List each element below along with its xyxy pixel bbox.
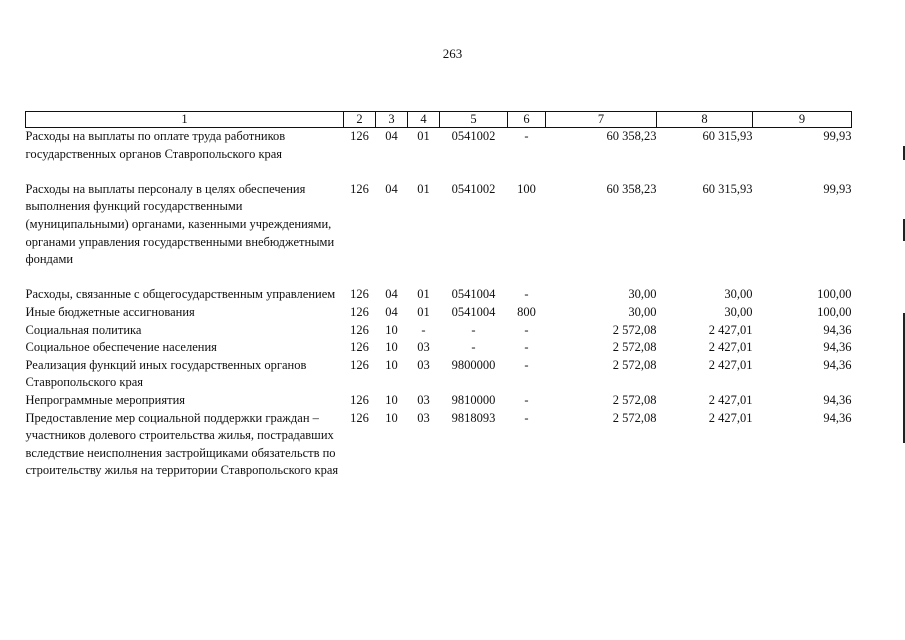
cell-admin: 126 <box>350 410 369 425</box>
budget-table <box>25 111 852 480</box>
column-header: 6 <box>508 112 546 128</box>
row-name: Расходы на выплаты персоналу в целях обеспечения выполнения функций государственными (муниципальными) органами, казенными учреждениями, органами управления государственными внебюджетными фондами <box>25 181 335 267</box>
cell-admin: 126 <box>350 287 369 302</box>
cell-plan: 2 572,08 <box>612 392 657 407</box>
cell-section: 10 <box>385 392 398 407</box>
cell-plan: 30,00 <box>628 304 657 319</box>
page-number: 263 <box>442 46 463 61</box>
cell-admin: 126 <box>350 322 369 337</box>
cell-admin: 126 <box>350 181 369 196</box>
cell-plan: 30,00 <box>628 287 657 302</box>
column-header: 5 <box>440 112 508 128</box>
row-name: Непрограммные мероприятия <box>25 392 186 407</box>
cell-subsection: 01 <box>417 181 430 196</box>
cell-type: - <box>524 322 529 337</box>
cell-section: 10 <box>385 410 398 425</box>
cell-target: 9818093 <box>451 410 496 425</box>
row-name: Предоставление мер социальной поддержки граждан – участников долевого строительства жилья, пострадавших вследствие неисполнения застройщиками обязательств по строительству жилья на территории Ставропольского края <box>25 410 339 478</box>
cell-percent: 100,00 <box>817 304 852 319</box>
table-row <box>26 357 852 392</box>
cell-percent: 94,36 <box>823 410 852 425</box>
cell-plan: 2 572,08 <box>612 357 657 372</box>
cell-admin: 126 <box>350 304 369 319</box>
cell-subsection: 01 <box>417 287 430 302</box>
cell-type: - <box>524 340 529 355</box>
cell-section: 04 <box>385 129 398 143</box>
column-header: 8 <box>657 112 753 128</box>
row-name: Расходы на выплаты по оплате труда работников государственных органов Ставропольского края <box>25 129 286 161</box>
table-row <box>26 410 852 480</box>
cell-type: - <box>524 357 529 372</box>
cell-target: - <box>471 322 476 337</box>
cell-percent: 94,36 <box>823 357 852 372</box>
column-header: 3 <box>376 112 408 128</box>
table-row <box>26 128 852 181</box>
cell-type: - <box>524 129 529 143</box>
cell-actual: 30,00 <box>724 304 753 319</box>
cell-actual: 2 427,01 <box>708 322 753 337</box>
cell-target: 9810000 <box>451 392 496 407</box>
cell-subsection: 03 <box>417 392 430 407</box>
table-row <box>26 392 852 410</box>
header-row <box>26 112 852 128</box>
cell-actual: 30,00 <box>724 287 753 302</box>
cell-target: - <box>471 340 476 355</box>
cell-plan: 60 358,23 <box>606 181 657 196</box>
cell-type: - <box>524 410 529 425</box>
column-header: 2 <box>344 112 376 128</box>
cell-admin: 126 <box>350 129 369 143</box>
table-row <box>26 322 852 340</box>
cell-subsection: 03 <box>417 357 430 372</box>
column-header: 1 <box>26 112 344 128</box>
table-row <box>26 304 852 322</box>
cell-admin: 126 <box>350 340 369 355</box>
cell-type: 800 <box>517 304 536 319</box>
cell-type: - <box>524 287 529 302</box>
cell-section: 04 <box>385 181 398 196</box>
row-name: Реализация функций иных государственных органов Ставропольского края <box>25 357 307 390</box>
cell-target: 0541002 <box>451 129 496 143</box>
table-row <box>26 339 852 357</box>
cell-type: - <box>524 392 529 407</box>
cell-subsection: 03 <box>417 410 430 425</box>
cell-actual: 60 315,93 <box>702 181 753 196</box>
cell-actual: 2 427,01 <box>708 340 753 355</box>
cell-percent: 94,36 <box>823 322 852 337</box>
table-row <box>26 181 852 287</box>
cell-target: 0541002 <box>451 181 496 196</box>
cell-actual: 60 315,93 <box>702 129 753 143</box>
cell-target: 0541004 <box>451 304 496 319</box>
cell-percent: 99,93 <box>823 181 852 196</box>
cell-section: 10 <box>385 357 398 372</box>
column-header: 4 <box>408 112 440 128</box>
cell-section: 04 <box>385 287 398 302</box>
cell-plan: 2 572,08 <box>612 322 657 337</box>
cell-section: 10 <box>385 322 398 337</box>
column-header: 9 <box>753 112 852 128</box>
cell-subsection: 01 <box>417 304 430 319</box>
cell-plan: 60 358,23 <box>606 129 657 143</box>
row-name: Расходы, связанные с общегосударственным управлением <box>25 287 336 302</box>
cell-plan: 2 572,08 <box>612 340 657 355</box>
row-name: Социальная политика <box>25 322 142 337</box>
cell-subsection: 03 <box>417 340 430 355</box>
table-row <box>26 286 852 304</box>
cell-plan: 2 572,08 <box>612 410 657 425</box>
cell-subsection: 01 <box>417 129 430 143</box>
cell-percent: 100,00 <box>817 287 852 302</box>
cell-target: 9800000 <box>451 357 496 372</box>
cell-actual: 2 427,01 <box>708 392 753 407</box>
cell-section: 04 <box>385 304 398 319</box>
cell-percent: 94,36 <box>823 392 852 407</box>
cell-actual: 2 427,01 <box>708 357 753 372</box>
cell-type: 100 <box>517 181 536 196</box>
row-name: Иные бюджетные ассигнования <box>25 304 195 319</box>
cell-admin: 126 <box>350 392 369 407</box>
column-header: 7 <box>546 112 657 128</box>
cell-target: 0541004 <box>451 287 496 302</box>
cell-section: 10 <box>385 340 398 355</box>
cell-percent: 94,36 <box>823 340 852 355</box>
cell-admin: 126 <box>350 357 369 372</box>
cell-subsection: - <box>421 322 426 337</box>
cell-percent: 99,93 <box>823 129 852 143</box>
row-name: Социальное обеспечение населения <box>25 340 217 355</box>
cell-actual: 2 427,01 <box>708 410 753 425</box>
